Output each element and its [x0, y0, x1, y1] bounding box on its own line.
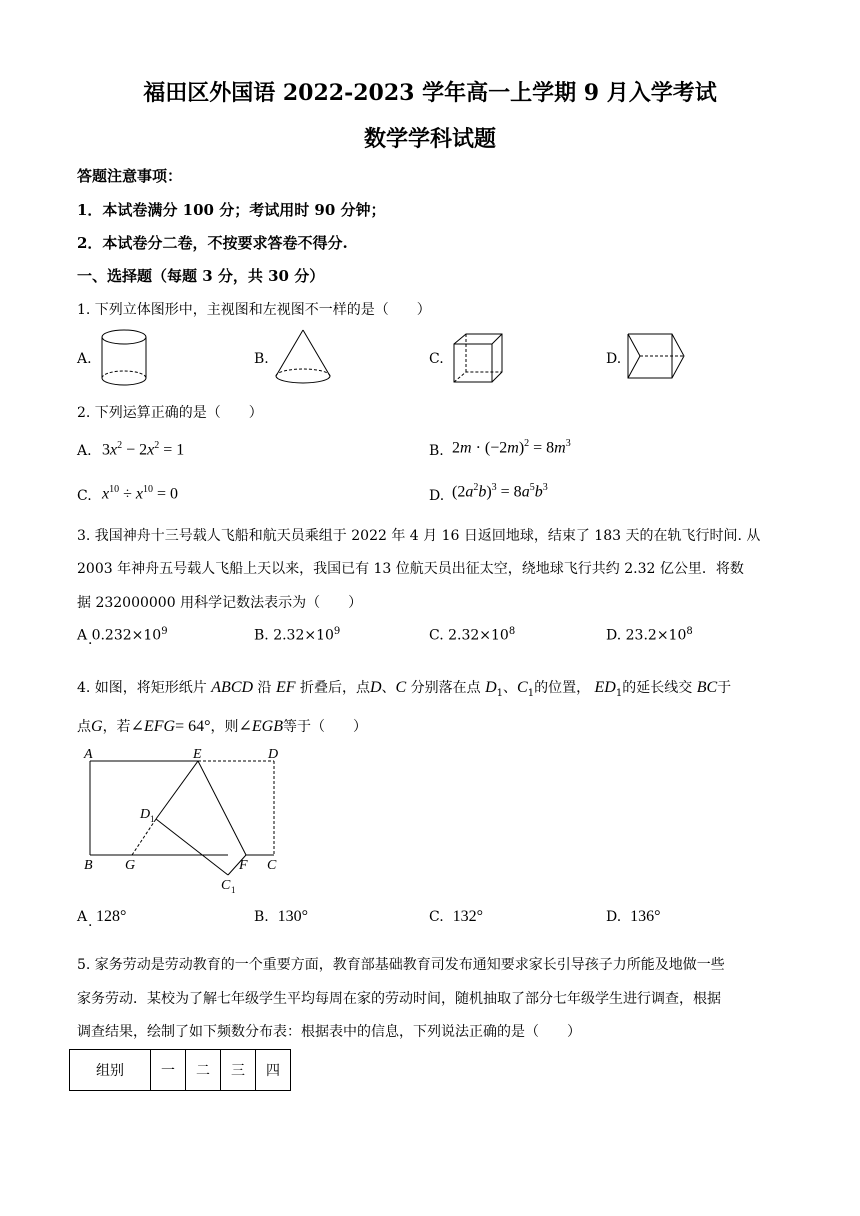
q1-option-a-label: A. — [77, 351, 92, 367]
q3-option-d-base: 23.2×10 — [625, 627, 687, 644]
q4-option-a-label: A — [77, 909, 88, 925]
figure-label-g: G — [125, 858, 136, 873]
figure-label-d1: D — [140, 807, 151, 822]
q4-text: 点 — [77, 719, 91, 735]
cube-figure — [452, 332, 506, 386]
q4-text: 沿 — [257, 680, 272, 696]
q4-text: 分别落在点 — [410, 680, 481, 696]
q4-math: ED — [594, 679, 616, 696]
q4-math: ∠EFG — [130, 718, 176, 735]
figure-label-b: B — [84, 858, 93, 873]
q4-math: D — [369, 679, 382, 696]
figure-label-c: C — [267, 858, 277, 873]
q4-math: D — [485, 679, 497, 696]
q4-math: ABCD — [211, 679, 254, 696]
q2-option-a-expression: $3x^2 - 2x^2 = 1$ — [102, 440, 185, 459]
figure-label-c1-sub: 1 — [231, 885, 236, 895]
question-4-line2 — [77, 716, 367, 736]
table-header-cell: 二 — [186, 1050, 221, 1091]
q4-option-d-label: D. — [606, 909, 622, 925]
question-5-line: 5. 家务劳动是劳动教育的一个重要方面，教育部基础教育司发布通知要求家长引导孩子力所能及地做一些 — [77, 957, 725, 973]
question-3-line: 3. 我国神舟十三号载人飞船和航天员乘组于 2022 年 4 月 16 日返回地球，结束了 183 天的在轨飞行时间. 从 — [77, 528, 761, 544]
triangular-prism-figure — [624, 332, 688, 382]
question-2-stem: 2. 下列运算正确的是（ ） — [77, 405, 263, 421]
q4-option-c-value: 132° — [452, 908, 483, 925]
q4-text: ，则 — [210, 719, 239, 735]
q2-option-d-label: D. — [429, 488, 445, 504]
cylinder-figure — [98, 328, 150, 390]
figure-label-c1: C — [221, 878, 231, 893]
q4-math: C — [395, 679, 407, 696]
q4-math: EF — [275, 679, 296, 696]
q4-option-c — [429, 908, 483, 926]
q4-math: C — [517, 679, 528, 696]
q4-option-c-label: C. — [429, 909, 444, 925]
table-header-cell: 组别 — [70, 1050, 151, 1091]
q4-sub: 1 — [527, 687, 535, 699]
q3-option-b-label: B. — [254, 627, 269, 644]
question-1-stem: 1. 下列立体图形中，主视图和左视图不一样的是（ ） — [77, 302, 431, 318]
figure-label-f: F — [239, 858, 248, 873]
question-5-line: 家务劳动．某校为了解七年级学生平均每周在家的劳动时间，随机抽取了部分七年级学生进行调查，根据 — [77, 991, 721, 1007]
question-3-line: 2003 年神舟五号载人飞船上天以来，我国已有 13 位航天员出征太空，绕地球飞行共约 2.32 亿公里．将数 — [77, 561, 744, 577]
q3-option-c-label: C. — [429, 627, 444, 644]
section-heading: 一、选择题（每题 3 分，共 30 分） — [77, 267, 325, 285]
table-header-cell: 四 — [256, 1050, 291, 1091]
question-5-line: 调查结果，绘制了如下频数分布表：根据表中的信息，下列说法正确的是（ ） — [77, 1024, 581, 1040]
q4-text: 、 — [503, 680, 518, 696]
figure-label-d1-sub: 1 — [150, 814, 155, 824]
table-header-cell: 三 — [221, 1050, 256, 1091]
q2-option-d-expression: $(2a^2b)^3 = 8a^5b^3$ — [452, 482, 548, 501]
q3-option-a-label: A — [77, 627, 88, 644]
q3-option-c-base: 2.32×10 — [448, 627, 509, 644]
q3-option-b-exp: 9 — [333, 626, 341, 637]
figure-label-d: D — [268, 747, 279, 762]
q4-math: BC — [696, 679, 718, 696]
q4-option-b — [254, 908, 308, 926]
q2-option-c-label: C. — [77, 488, 92, 504]
q3-option-a-exp: 9 — [161, 626, 168, 637]
q1-option-c-label: C. — [429, 351, 444, 367]
q4-sub: 1 — [496, 687, 504, 699]
q4-text: 4. 如图，将矩形纸片 — [77, 680, 207, 696]
q4-sub: 1 — [615, 687, 623, 699]
q3-option-b-base: 2.32×10 — [273, 627, 334, 644]
q4-option-a-value: 128° — [96, 908, 127, 925]
folded-rectangle-figure — [78, 745, 288, 895]
q1-option-d-label: D. — [606, 351, 622, 367]
figure-label-e: E — [193, 747, 202, 762]
question-4-line1 — [77, 677, 731, 699]
q3-option-d-exp: 8 — [686, 626, 693, 637]
q4-text: 等于（ ） — [283, 719, 368, 735]
q3-option-b — [254, 626, 340, 644]
q4-option-a — [77, 908, 126, 926]
table-header-cell: 一 — [151, 1050, 186, 1091]
q4-text: ，若 — [102, 719, 131, 735]
emphasis-dot: · — [88, 918, 93, 934]
q3-option-c — [429, 626, 515, 644]
q4-math: G — [91, 718, 103, 735]
page-subtitle: 数学学科试题 — [363, 126, 496, 152]
q2-option-a-label: A. — [77, 443, 92, 459]
q2-option-b-label: B. — [429, 443, 444, 459]
notes-heading: 答题注意事项： — [77, 167, 183, 185]
table-row — [70, 1050, 291, 1091]
question-3-line: 据 232000000 用科学记数法表示为（ ） — [77, 595, 363, 611]
q4-option-b-value: 130° — [277, 908, 309, 925]
q2-option-c-expression: $x^{10} \div x^{10} = 0$ — [102, 484, 179, 503]
note-item: 2．本试卷分二卷，不按要求答卷不得分. — [77, 234, 348, 252]
q4-math: = 64° — [175, 718, 211, 735]
q3-option-d — [606, 626, 693, 644]
q3-option-a-base: 0.232×10 — [91, 627, 162, 644]
q4-math: ∠EGB — [238, 718, 284, 735]
q4-text: 的延长线交 — [622, 680, 693, 696]
q4-text: 的位置， — [534, 680, 591, 696]
note-item: 1．本试卷满分 100 分；考试用时 90 分钟； — [77, 201, 386, 219]
page-title: 福田区外国语 2022-2023 学年高一上学期 9 月入学考试 — [143, 80, 717, 106]
q4-text: 、 — [381, 680, 396, 696]
q4-option-d-value: 136° — [630, 908, 661, 925]
figure-label-a: A — [84, 747, 93, 762]
emphasis-dot: · — [88, 636, 93, 652]
q2-option-b-expression: $2m \cdot (-2m)^2 = 8m^3$ — [452, 438, 571, 457]
q4-option-b-label: B. — [254, 909, 269, 925]
q4-text: 于 — [717, 680, 732, 696]
frequency-table — [69, 1049, 291, 1091]
q1-option-b-label: B. — [254, 351, 269, 367]
q4-text: 折叠后，点 — [299, 680, 370, 696]
q3-option-c-exp: 8 — [508, 626, 516, 637]
cone-figure — [272, 328, 334, 388]
q3-option-d-label: D. — [606, 627, 622, 644]
q4-option-d — [606, 908, 661, 926]
